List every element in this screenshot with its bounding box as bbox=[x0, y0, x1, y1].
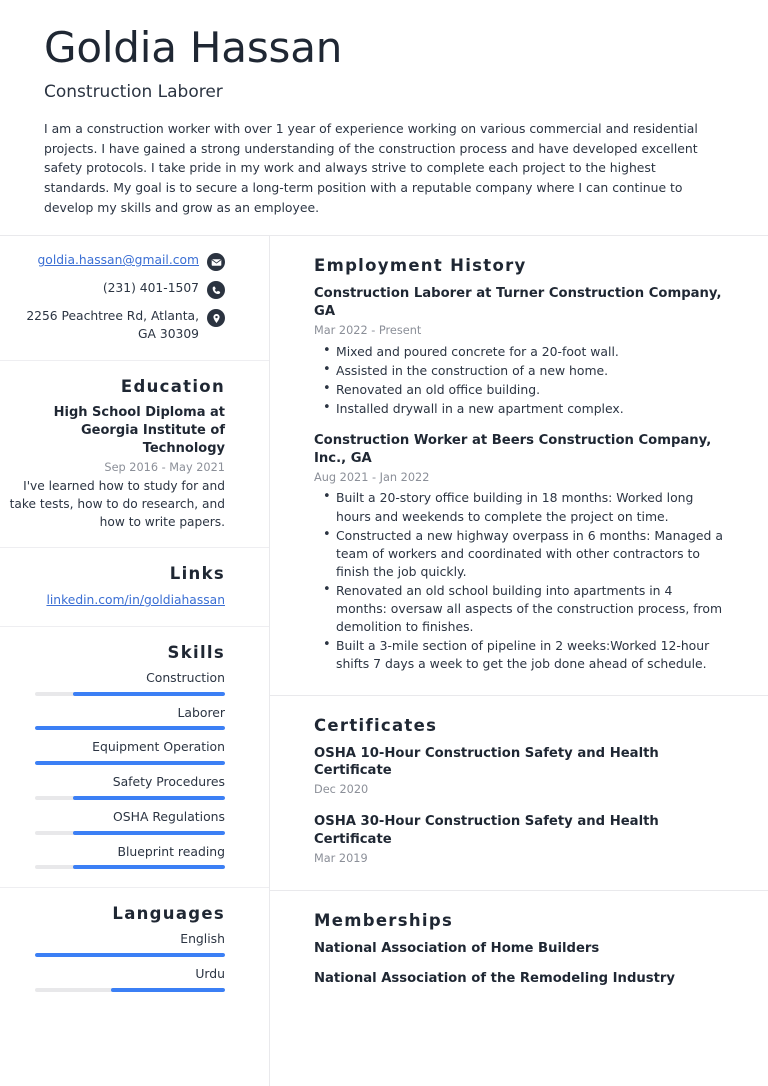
skill-level-bar bbox=[35, 692, 225, 696]
certificate-entry bbox=[314, 745, 724, 798]
skill-level-bar bbox=[35, 865, 225, 869]
education-degree: High School Diploma at Georgia Institute of Technology bbox=[53, 404, 225, 456]
employment-bullet: • Constructed a new highway overpass in 6 months: Managed a team of workers and coordinated with other contractors to finish the job quickly. bbox=[336, 527, 724, 581]
memberships-heading: Memberships bbox=[314, 911, 454, 931]
membership-entry bbox=[314, 940, 724, 958]
language-label: English bbox=[180, 931, 225, 947]
skill bbox=[8, 670, 225, 696]
skill-level-fill bbox=[73, 692, 225, 696]
skill-level-fill bbox=[35, 761, 225, 765]
language-label: Urdu bbox=[195, 966, 225, 982]
skill-level-bar bbox=[35, 726, 225, 730]
resume-body bbox=[0, 236, 768, 1086]
employment-date: Aug 2021 - Jan 2022 bbox=[314, 470, 430, 484]
employment-bullet: • Built a 3-mile section of pipeline in 2 weeks:Worked 12-hour shifts 7 days a week to get the job done ahead of schedule. bbox=[336, 637, 724, 673]
skills-section bbox=[0, 627, 269, 888]
languages-section bbox=[0, 888, 269, 1009]
professional-summary: I am a construction worker with over 1 year of experience working on various commercial and residential projects. I have gained a strong understanding of the construction process and have developed excellent safety protocols. I take pride in my work and always strive to complete each project to the highest standards. My goal is to secure a long-term position with a reputable company where I can continue to develop my skills and grow as an employee. bbox=[44, 121, 698, 215]
contact-section bbox=[0, 236, 269, 361]
contact-item[interactable] bbox=[8, 252, 225, 271]
education-heading: Education bbox=[120, 376, 225, 396]
resume-header bbox=[0, 0, 768, 235]
employment-bullet-list bbox=[314, 489, 724, 673]
skill-label: Blueprint reading bbox=[117, 843, 225, 859]
contact-phone: (231) 401-1507 bbox=[102, 281, 199, 296]
employment-bullet: • Assisted in the construction of a new home. bbox=[336, 362, 724, 380]
language bbox=[8, 931, 225, 957]
education-entry bbox=[8, 404, 225, 532]
main-content bbox=[270, 236, 768, 1086]
employment-bullet: • Renovated an old school building into apartments in 4 months: oversaw all aspects of the construction process, from demolition to finishes. bbox=[336, 582, 724, 636]
link-item[interactable]: linkedin.com/in/goldiahassan bbox=[46, 593, 225, 608]
skill-label: Safety Procedures bbox=[112, 774, 225, 790]
skill-level-fill bbox=[73, 865, 225, 869]
skill-label: Equipment Operation bbox=[92, 739, 225, 755]
skills-heading: Skills bbox=[167, 642, 225, 662]
phone-icon bbox=[207, 281, 225, 299]
memberships-section bbox=[270, 891, 768, 1010]
education-description: I've learned how to study for and take tests, how to do research, and how to write papers. bbox=[9, 479, 225, 529]
skill-level-fill bbox=[73, 831, 225, 835]
skill-label: Laborer bbox=[177, 704, 225, 720]
language-level-fill bbox=[111, 988, 225, 992]
membership-entry bbox=[314, 970, 724, 988]
employment-history-section bbox=[270, 236, 768, 695]
job-title: Construction Laborer bbox=[44, 82, 223, 103]
employment-entry bbox=[314, 432, 724, 674]
sidebar bbox=[0, 236, 270, 1086]
employment-bullet: • Installed drywall in a new apartment complex. bbox=[336, 400, 724, 418]
certificates-section bbox=[270, 696, 768, 892]
skill bbox=[8, 739, 225, 765]
certificate-entry-title: OSHA 10-Hour Construction Safety and Health Certificate bbox=[314, 745, 659, 779]
contact-address: 2256 Peachtree Rd, Atlanta, GA 30309 bbox=[26, 309, 199, 341]
contact-email-link[interactable]: goldia.hassan@gmail.com bbox=[37, 253, 199, 268]
skill-level-bar bbox=[35, 761, 225, 765]
employment-date: Mar 2022 - Present bbox=[314, 323, 422, 337]
skill-level-bar bbox=[35, 796, 225, 800]
location-pin-icon bbox=[207, 309, 225, 327]
certificate-entry bbox=[314, 813, 724, 866]
membership-entry-title: National Association of the Remodeling Industry bbox=[314, 971, 676, 987]
links-section bbox=[0, 548, 269, 626]
certificate-entry-date: Mar 2019 bbox=[314, 851, 368, 865]
employment-bullet: • Mixed and poured concrete for a 20-foot wall. bbox=[336, 343, 724, 361]
certificate-entry-date: Dec 2020 bbox=[314, 783, 369, 797]
certificates-heading: Certificates bbox=[314, 715, 438, 735]
employment-entry bbox=[314, 285, 724, 418]
contact-item bbox=[8, 308, 225, 344]
employment-bullet-list bbox=[314, 343, 724, 418]
membership-entry-title: National Association of Home Builders bbox=[314, 941, 600, 957]
envelope-icon bbox=[207, 253, 225, 271]
skill bbox=[8, 809, 225, 835]
skill bbox=[8, 705, 225, 731]
skill-level-fill bbox=[73, 796, 225, 800]
skill-label: Construction bbox=[146, 669, 225, 685]
employment-title: Construction Laborer at Turner Construction Company, GA bbox=[314, 286, 722, 319]
employment-bullet: • Renovated an old office building. bbox=[336, 381, 724, 399]
contact-item bbox=[8, 280, 225, 299]
certificate-entry-title: OSHA 30-Hour Construction Safety and Health Certificate bbox=[314, 813, 659, 847]
language-level-fill bbox=[35, 953, 225, 957]
employment-bullet: • Built a 20-story office building in 18 months: Worked long hours and weekends to complete the project on time. bbox=[336, 489, 724, 525]
skill-level-fill bbox=[35, 726, 225, 730]
page-title: Goldia Hassan bbox=[44, 23, 343, 72]
employment-history-heading: Employment History bbox=[314, 256, 527, 276]
language bbox=[8, 966, 225, 992]
education-date: Sep 2016 - May 2021 bbox=[104, 460, 225, 474]
language-level-bar bbox=[35, 953, 225, 957]
education-section bbox=[0, 361, 269, 549]
skill-level-bar bbox=[35, 831, 225, 835]
employment-title: Construction Worker at Beers Construction Company, Inc., GA bbox=[314, 432, 712, 466]
language-level-bar bbox=[35, 988, 225, 992]
skill-label: OSHA Regulations bbox=[113, 808, 225, 824]
skill bbox=[8, 844, 225, 870]
links-heading: Links bbox=[169, 564, 225, 584]
skill bbox=[8, 774, 225, 800]
languages-heading: Languages bbox=[112, 904, 225, 924]
